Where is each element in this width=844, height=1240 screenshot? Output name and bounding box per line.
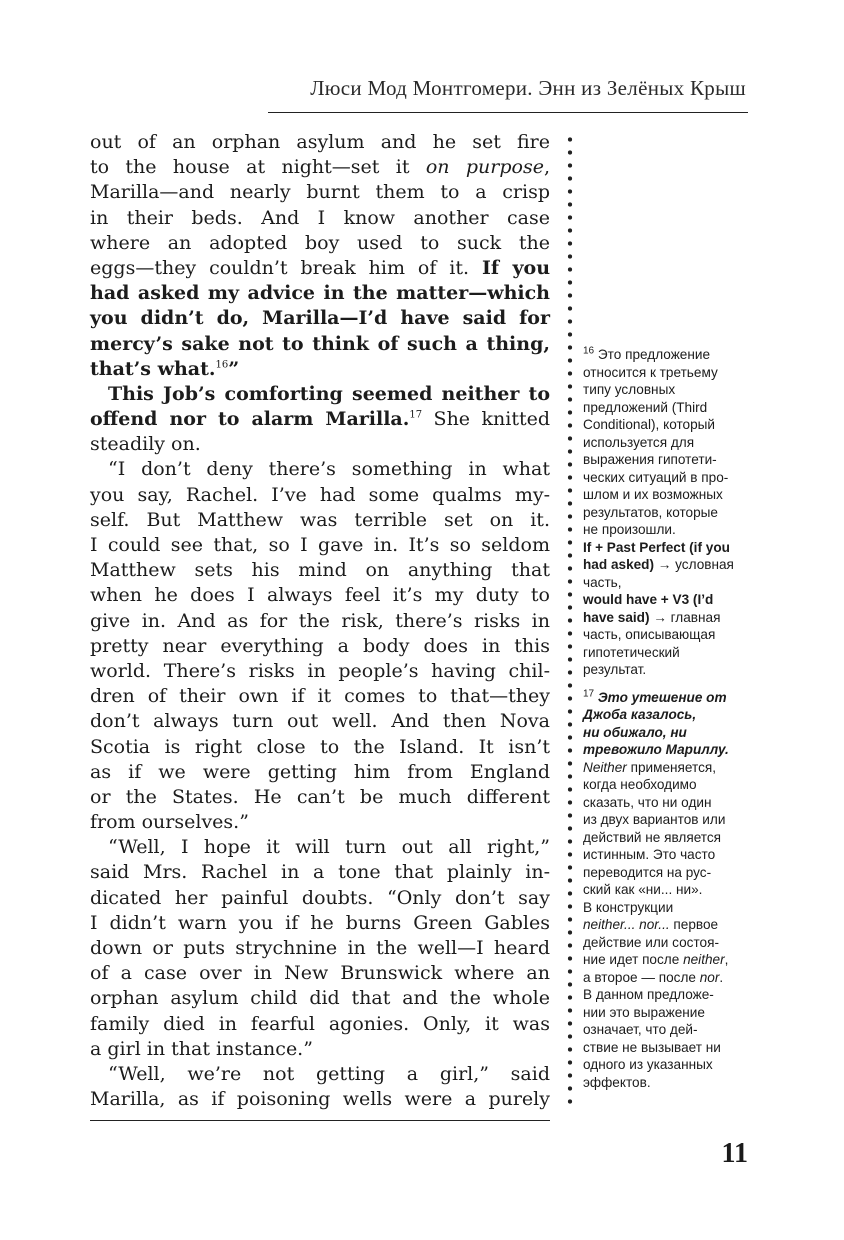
- footnote-line: шлом и их возможных: [583, 487, 723, 502]
- footnote-line: ский как «ни... ни».: [583, 882, 703, 897]
- main-text-column: [90, 130, 550, 1112]
- footnote-line: не произошли.: [583, 522, 676, 537]
- text-line: self. But Matthew was terrible set on it.: [90, 508, 550, 531]
- footnote-line: действие или состоя-: [583, 934, 719, 950]
- footnote-line: относится к третьему: [583, 364, 718, 380]
- footnote-line: $^{16}$ Это предложение: [583, 345, 711, 362]
- text-line: world. There’s risks in people’s having chil-: [90, 659, 550, 682]
- footnote-line: ческих ситуаций в про-: [583, 469, 729, 485]
- footnote-line: а второе — после nor.: [583, 969, 724, 985]
- text-line: I didn’t warn you if he burns Green Gables: [90, 911, 550, 934]
- header-rule: [268, 112, 748, 113]
- footnote-17: [583, 689, 753, 1092]
- text-line: give in. And as for the risk, there’s risks in: [90, 609, 550, 632]
- text-line: “Well, we’re not getting a girl,” said: [108, 1062, 550, 1085]
- text-line: down or puts strychnine in the well—I heard: [90, 937, 550, 959]
- text-line: Marilla, as if poisoning wells were a purely: [90, 1088, 550, 1111]
- running-header: Люси Мод Монтгомери. Энн из Зелёных Крыш: [310, 76, 746, 100]
- footnote-16: [583, 346, 753, 679]
- footnote-line: neither... nor... первое: [583, 917, 719, 932]
- footnote-line: would have + V3 (I’d: [583, 592, 714, 607]
- text-line: orphan asylum child did that and the whole: [90, 987, 550, 1010]
- text-line: from ourselves.”: [90, 811, 249, 834]
- text-line: out of an orphan asylum and he set fire: [90, 131, 550, 153]
- footnotes-column: [583, 346, 753, 1091]
- text-line: don’t always turn out well. And then Nova: [90, 710, 550, 733]
- text-line: or the States. He can’t be much different: [90, 785, 550, 808]
- text-line: “Well, I hope it will turn out all right,”: [108, 836, 550, 859]
- footnote-line: выражения гипотети-: [583, 452, 717, 467]
- footnote-line: означает, что дей-: [583, 1022, 698, 1037]
- footnote-line: had asked) → условная: [583, 557, 734, 572]
- footnote-line: гипотетический: [583, 644, 680, 660]
- text-line: you say, Rachel. I’ve had some qualms my-: [90, 483, 550, 506]
- text-line: dren of their own if it comes to that—they: [90, 685, 550, 708]
- footnote-line: одного из указанных: [583, 1057, 713, 1072]
- footnote-line: истинным. Это часто: [583, 847, 716, 862]
- footnote-line: Neither применяется,: [583, 759, 717, 775]
- footnote-line: используется для: [583, 434, 695, 450]
- text-line: This Job’s comforting seemed neither to: [108, 382, 550, 405]
- footnote-line: из двух вариантов или: [583, 812, 726, 827]
- footnote-line: ствие не вызывает ни: [583, 1039, 721, 1055]
- footnote-line: $^{17}$ Это утешение от: [583, 687, 727, 705]
- footnote-line: В данном предложе-: [583, 987, 714, 1002]
- footnote-line: ние идет после neither,: [583, 952, 729, 967]
- text-line: Marilla—and nearly burnt them to a crisp: [90, 181, 550, 204]
- text-line: to the house at night—set it on purpose,: [90, 156, 550, 179]
- text-line: had asked my advice in the matter—which: [90, 282, 550, 305]
- footnote-line: В конструкции: [583, 899, 674, 915]
- text-line: mercy’s sake not to think of such a thing,: [90, 332, 550, 355]
- text-line: Matthew sets his mind on anything that: [90, 559, 550, 582]
- footnote-line: предложений (Third: [583, 399, 708, 415]
- text-line: steadily on.: [90, 433, 201, 456]
- text-line: pretty near everything a body does in this: [90, 634, 550, 657]
- text-line: as if we were getting him from England: [90, 760, 550, 783]
- text-line: dicated her painful doubts. “Only don’t say: [90, 886, 550, 909]
- footnote-ref-16[interactable]: 16: [215, 359, 229, 371]
- footnote-line: тревожило Мариллу.: [583, 742, 729, 757]
- footnote-line: результатов, которые: [583, 504, 718, 520]
- text-line: said Mrs. Rachel in a tone that plainly in-: [90, 861, 550, 884]
- footnote-line: нии это выражение: [583, 1004, 705, 1020]
- text-line: you didn’t do, Marilla—I’d have said for: [90, 307, 550, 330]
- footnote-line: If + Past Perfect (if you: [583, 539, 730, 555]
- text-line: in their beds. And I know another case: [90, 206, 550, 229]
- bottom-rule: [90, 1120, 550, 1121]
- text-line: where an adopted boy used to suck the: [90, 231, 550, 254]
- footnote-line: типу условных: [583, 382, 676, 397]
- text-line: family died in fearful agonies. Only, it was: [90, 1012, 550, 1035]
- footnote-line: Джоба казалось,: [583, 707, 697, 722]
- dotted-column-divider: [567, 133, 573, 1108]
- text-line: eggs—they couldn’t break him of it. If you: [90, 256, 551, 279]
- footnote-line: have said) → главная: [583, 609, 721, 625]
- text-line: a girl in that instance.”: [90, 1037, 313, 1060]
- footnote-line: эффектов.: [583, 1074, 651, 1090]
- text-line: of a case over in New Brunswick where an: [90, 962, 550, 985]
- text-line: “I don’t deny there’s something in what: [108, 458, 550, 481]
- footnote-line: действий не является: [583, 829, 722, 845]
- footnote-line: Conditional), который: [583, 417, 716, 432]
- footnote-line: ни обижало, ни: [583, 724, 687, 740]
- footnote-line: часть, описывающая: [583, 627, 716, 642]
- footnote-gap: [583, 679, 753, 689]
- text-line: I could see that, so I gave in. It’s so seldom: [90, 534, 550, 556]
- text-line: when he does I always feel it’s my duty to: [90, 584, 550, 607]
- footnote-line: часть,: [583, 574, 622, 590]
- footnote-line: результат.: [583, 662, 647, 677]
- page-number: 11: [721, 1138, 748, 1169]
- text-line: offend nor to alarm Marilla.$^{17}$ She knitted: [90, 408, 550, 431]
- footnote-ref-17[interactable]: 17: [409, 409, 423, 421]
- text-line: that’s what.$^{16}$”: [90, 357, 240, 380]
- footnote-line: сказать, что ни один: [583, 794, 712, 810]
- footnote-line: переводится на рус-: [583, 864, 712, 880]
- footnote-line: когда необходимо: [583, 777, 697, 792]
- text-line: Scotia is right close to the Island. It isn’t: [90, 735, 550, 758]
